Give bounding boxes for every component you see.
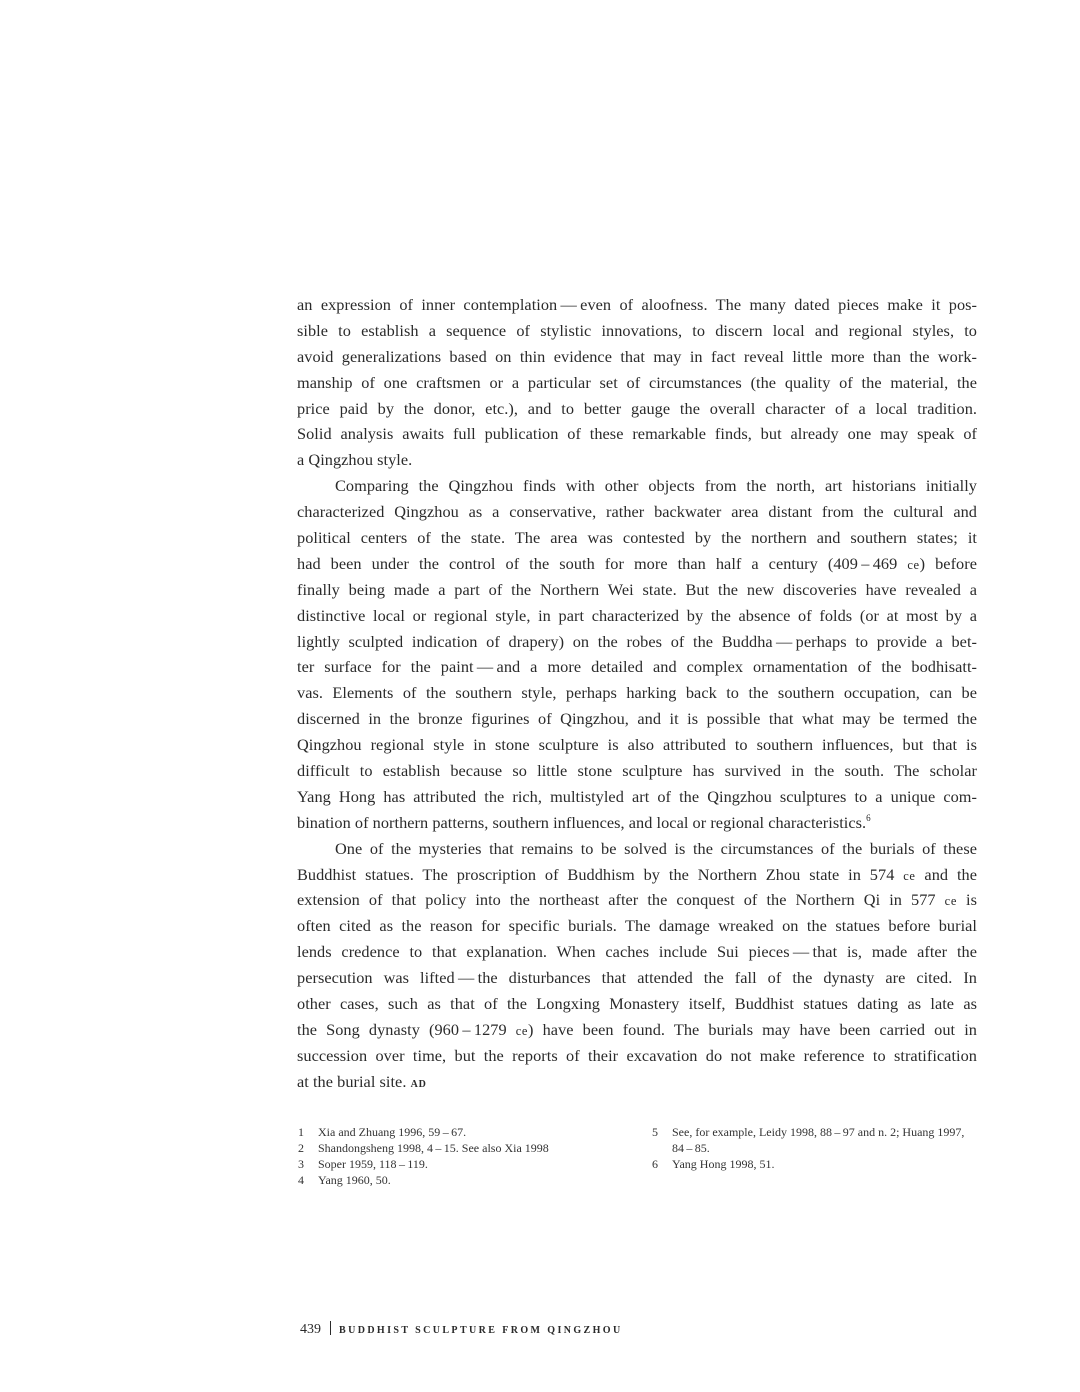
footnote — [652, 1124, 982, 1156]
page-number: 439 — [300, 1322, 321, 1337]
text-run: bination of northern patterns, southern influences, and local or regional characteristics. — [297, 812, 867, 832]
text-run: at the burial site. — [297, 1071, 407, 1091]
era-abbreviation: ce — [907, 557, 920, 572]
footnote-text: Xia and Zhuang 1996, 59 – 67. — [318, 1125, 467, 1139]
footnote-number: 6 — [652, 1157, 658, 1171]
text-line: characterized Qingzhou as a conservative, rather backwater area distant from the cultural and — [297, 502, 977, 522]
body-text — [297, 292, 977, 1095]
text-run: is — [956, 890, 977, 910]
text-line: Solid analysis awaits full publication of these remarkable finds, but already one may speak of — [297, 424, 977, 444]
text-line: finally being made a part of the Northern Wei state. But the new discoveries have revealed a — [297, 579, 977, 599]
text-line: often cited as the reason for specific burials. The damage wreaked on the statues before burial — [297, 916, 977, 936]
text-run: ) have been found. The burials may have been carried out in — [528, 1019, 977, 1039]
text-run: Buddhist statues. The proscription of Buddhism by the Northern Zhou state in 574 — [297, 864, 895, 884]
text-line — [297, 1069, 977, 1095]
text-line — [297, 862, 977, 888]
text-line: lightly sculpted indication of drapery) on the robes of the Buddha — perhaps to provide a bet- — [297, 631, 977, 651]
footnote-reference: 6 — [866, 812, 871, 823]
footnote-number: 3 — [298, 1157, 304, 1171]
text-line — [297, 1017, 977, 1043]
text-line: sible to establish a sequence of stylistic innovations, to discern local and regional styles, to — [297, 320, 977, 340]
footnote-number: 5 — [652, 1125, 658, 1139]
text-line: other cases, such as that of the Longxing Monastery itself, Buddhist statues dating as late as — [297, 994, 977, 1014]
author-initials: AD — [410, 1078, 427, 1090]
text-line — [297, 810, 977, 836]
footnotes-right — [652, 1124, 982, 1172]
text-run: ) before — [919, 553, 977, 573]
text-line: succession over time, but the reports of their excavation do not make reference to stratification — [297, 1045, 977, 1065]
footnote-text: Shandongsheng 1998, 4 – 15. See also Xia 1998 — [318, 1141, 549, 1155]
text-line: Qingzhou regional style in stone sculpture is also attributed to southern influences, but that is — [297, 735, 977, 755]
text-line: Yang Hong has attributed the rich, multistyled art of the Qingzhou sculptures to a unique com- — [297, 786, 977, 806]
footnote-number: 1 — [298, 1125, 304, 1139]
text-line: vas. Elements of the southern style, perhaps harking back to the southern occupation, can be — [297, 683, 977, 703]
text-line: lends credence to that explanation. When caches include Sui pieces — that is, made after the — [297, 942, 977, 962]
footnote — [298, 1124, 608, 1140]
era-abbreviation: ce — [515, 1023, 529, 1038]
text-line: ter surface for the paint — and a more detailed and complex ornamentation of the bodhisatt- — [297, 657, 977, 677]
running-title: BUDDHIST SCULPTURE FROM QINGZHOU — [339, 1325, 623, 1336]
text-run: had been under the control of the south for more than half a century (409 – 469 — [297, 553, 898, 573]
text-line: avoid generalizations based on thin evidence that may in fact reveal little more than the work- — [297, 346, 977, 366]
text-line: a Qingzhou style. — [297, 450, 413, 470]
footnote — [298, 1156, 608, 1172]
footnotes-left — [298, 1124, 608, 1188]
footnote — [298, 1140, 608, 1156]
footnote-text: Yang Hong 1998, 51. — [672, 1157, 775, 1171]
text-line — [297, 551, 977, 577]
text-run: the Song dynasty (960 – 1279 — [297, 1019, 507, 1039]
footnote — [298, 1172, 608, 1188]
footnote-text: See, for example, Leidy 1998, 88 – 97 and n. 2; Huang 1997, 84 – 85. — [672, 1125, 965, 1155]
text-run: extension of that policy into the northeast after the conquest of the Northern Qi in 577 — [297, 890, 936, 910]
text-line: manship of one craftsmen or a particular set of circumstances (the quality of the material, the — [297, 372, 977, 392]
footer-divider — [330, 1321, 331, 1335]
text-line: an expression of inner contemplation — even of aloofness. The many dated pieces make it pos- — [297, 295, 977, 314]
footnote — [652, 1156, 982, 1172]
page-footer — [300, 1320, 623, 1341]
era-abbreviation: ce — [944, 894, 957, 909]
text-line: discerned in the bronze figurines of Qingzhou, and it is possible that what may be termed the — [297, 709, 977, 729]
footnote-text: Soper 1959, 118 – 119. — [318, 1157, 428, 1171]
footnote-number: 4 — [298, 1173, 304, 1187]
era-abbreviation: ce — [903, 868, 916, 883]
footnote-number: 2 — [298, 1141, 304, 1155]
text-line: political centers of the state. The area was contested by the northern and southern states; it — [297, 528, 977, 548]
text-line: persecution was lifted — the disturbances that attended the fall of the dynasty are cited. In — [297, 968, 977, 988]
text-run: and the — [915, 864, 977, 884]
text-line — [297, 887, 977, 913]
text-line: difficult to establish because so little stone sculpture has survived in the south. The scholar — [297, 761, 977, 781]
text-line: distinctive local or regional style, in part characterized by the absence of folds (or at most by a — [297, 605, 977, 625]
footnote-text: Yang 1960, 50. — [318, 1173, 391, 1187]
text-line: One of the mysteries that remains to be solved is the circumstances of the burials of these — [335, 838, 977, 858]
text-line: price paid by the donor, etc.), and to better gauge the overall character of a local tradition. — [297, 398, 977, 418]
text-line: Comparing the Qingzhou finds with other objects from the north, art historians initially — [335, 476, 977, 496]
